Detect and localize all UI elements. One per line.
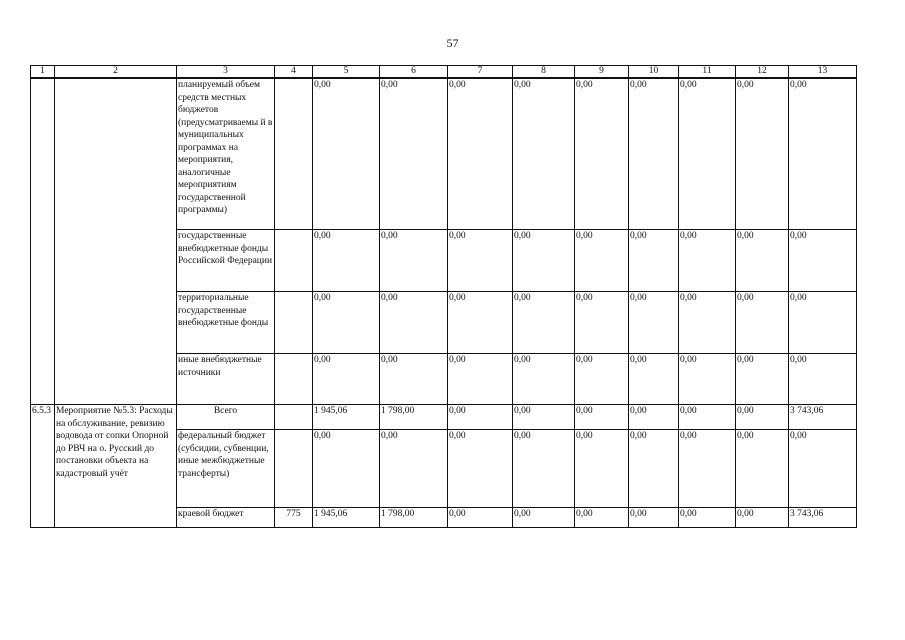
column-header: 9 — [575, 66, 629, 79]
column-header: 1 — [31, 66, 55, 79]
value-cell: 0,00 — [629, 430, 679, 508]
value-cell: 0,00 — [313, 230, 380, 292]
column-header: 7 — [448, 66, 513, 79]
column-header: 13 — [789, 66, 857, 79]
value-cell: 0,00 — [575, 430, 629, 508]
value-cell: 0,00 — [313, 292, 380, 354]
value-cell: 0,00 — [629, 230, 679, 292]
value-cell: 0,00 — [448, 78, 513, 230]
value-cell: 3 743,06 — [789, 508, 857, 528]
value-cell: 0,00 — [380, 354, 448, 405]
column-number-header — [31, 66, 857, 79]
value-cell: 0,00 — [380, 430, 448, 508]
measure-name-cell: Мероприятие №5.3: Расходы на обслуживание, ревизию водовода от сопки Опорной до РВЧ на о. Русский до постановки объекта на кадастровый учёт — [55, 405, 177, 528]
kbk-cell — [275, 430, 313, 508]
value-cell: 0,00 — [380, 292, 448, 354]
value-cell: 0,00 — [679, 405, 736, 430]
value-cell: 0,00 — [513, 230, 575, 292]
column-header: 12 — [736, 66, 789, 79]
value-cell: 0,00 — [679, 430, 736, 508]
value-cell: 0,00 — [448, 354, 513, 405]
value-cell: 0,00 — [575, 78, 629, 230]
column-header: 6 — [380, 66, 448, 79]
table-row — [31, 78, 857, 230]
value-cell: 0,00 — [513, 354, 575, 405]
column-header: 3 — [177, 66, 275, 79]
value-cell: 0,00 — [629, 354, 679, 405]
funding-source-cell: федеральный бюджет (субсидии, субвенции, иные межбюджетные трансферты) — [177, 430, 275, 508]
value-cell: 0,00 — [448, 292, 513, 354]
funding-source-cell: государственные внебюджетные фонды Российской Федерации — [177, 230, 275, 292]
value-cell: 0,00 — [736, 508, 789, 528]
value-cell: 0,00 — [575, 230, 629, 292]
value-cell: 0,00 — [448, 405, 513, 430]
code-cell-empty — [31, 78, 55, 405]
funding-source-cell: территориальные государственные внебюджетные фонды — [177, 292, 275, 354]
value-cell: 0,00 — [575, 508, 629, 528]
value-cell: 0,00 — [513, 508, 575, 528]
kbk-cell — [275, 230, 313, 292]
funding-source-cell: иные внебюджетные источники — [177, 354, 275, 405]
funding-source-cell: краевой бюджет — [177, 508, 275, 528]
column-header: 5 — [313, 66, 380, 79]
measure-code-cell: 6.5.3 — [31, 405, 55, 528]
kbk-cell — [275, 292, 313, 354]
value-cell: 0,00 — [629, 292, 679, 354]
value-cell: 0,00 — [736, 292, 789, 354]
value-cell: 1 798,00 — [380, 405, 448, 430]
value-cell: 0,00 — [679, 78, 736, 230]
value-cell: 0,00 — [736, 405, 789, 430]
value-cell: 0,00 — [380, 230, 448, 292]
value-cell: 0,00 — [629, 508, 679, 528]
budget-table — [30, 65, 857, 528]
name-cell-empty — [55, 78, 177, 405]
column-header: 4 — [275, 66, 313, 79]
value-cell: 0,00 — [575, 354, 629, 405]
value-cell: 1 945,06 — [313, 405, 380, 430]
value-cell: 0,00 — [736, 230, 789, 292]
column-header: 10 — [629, 66, 679, 79]
value-cell: 0,00 — [513, 292, 575, 354]
value-cell: 0,00 — [789, 292, 857, 354]
value-cell: 0,00 — [313, 430, 380, 508]
kbk-cell — [275, 354, 313, 405]
value-cell: 0,00 — [448, 230, 513, 292]
column-header: 8 — [513, 66, 575, 79]
value-cell: 0,00 — [513, 405, 575, 430]
table-row-total — [31, 405, 857, 430]
value-cell: 1 798,00 — [380, 508, 448, 528]
value-cell: 0,00 — [629, 405, 679, 430]
value-cell: 0,00 — [679, 230, 736, 292]
value-cell: 0,00 — [575, 292, 629, 354]
value-cell: 0,00 — [313, 354, 380, 405]
value-cell: 0,00 — [313, 78, 380, 230]
value-cell: 0,00 — [380, 78, 448, 230]
value-cell: 0,00 — [448, 430, 513, 508]
value-cell: 0,00 — [513, 78, 575, 230]
page-number: 57 — [446, 36, 459, 50]
value-cell: 0,00 — [679, 354, 736, 405]
value-cell: 0,00 — [736, 430, 789, 508]
funding-source-cell: планируемый объем средств местных бюджетов (предусматриваемы й в муниципальных программах на мероприятия, аналогичные мероприятиям государственной программы) — [177, 78, 275, 230]
value-cell: 0,00 — [513, 430, 575, 508]
value-cell: 0,00 — [679, 292, 736, 354]
value-cell: 0,00 — [789, 230, 857, 292]
funding-source-cell: Всего — [177, 405, 275, 430]
value-cell: 0,00 — [448, 508, 513, 528]
value-cell: 0,00 — [679, 508, 736, 528]
kbk-cell: 775 — [275, 508, 313, 528]
column-header: 11 — [679, 66, 736, 79]
value-cell: 0,00 — [629, 78, 679, 230]
value-cell: 0,00 — [789, 354, 857, 405]
kbk-cell — [275, 78, 313, 230]
value-cell: 0,00 — [789, 430, 857, 508]
value-cell: 3 743,06 — [789, 405, 857, 430]
value-cell: 1 945,06 — [313, 508, 380, 528]
kbk-cell — [275, 405, 313, 430]
column-header: 2 — [55, 66, 177, 79]
value-cell: 0,00 — [789, 78, 857, 230]
value-cell: 0,00 — [575, 405, 629, 430]
value-cell: 0,00 — [736, 78, 789, 230]
value-cell: 0,00 — [736, 354, 789, 405]
